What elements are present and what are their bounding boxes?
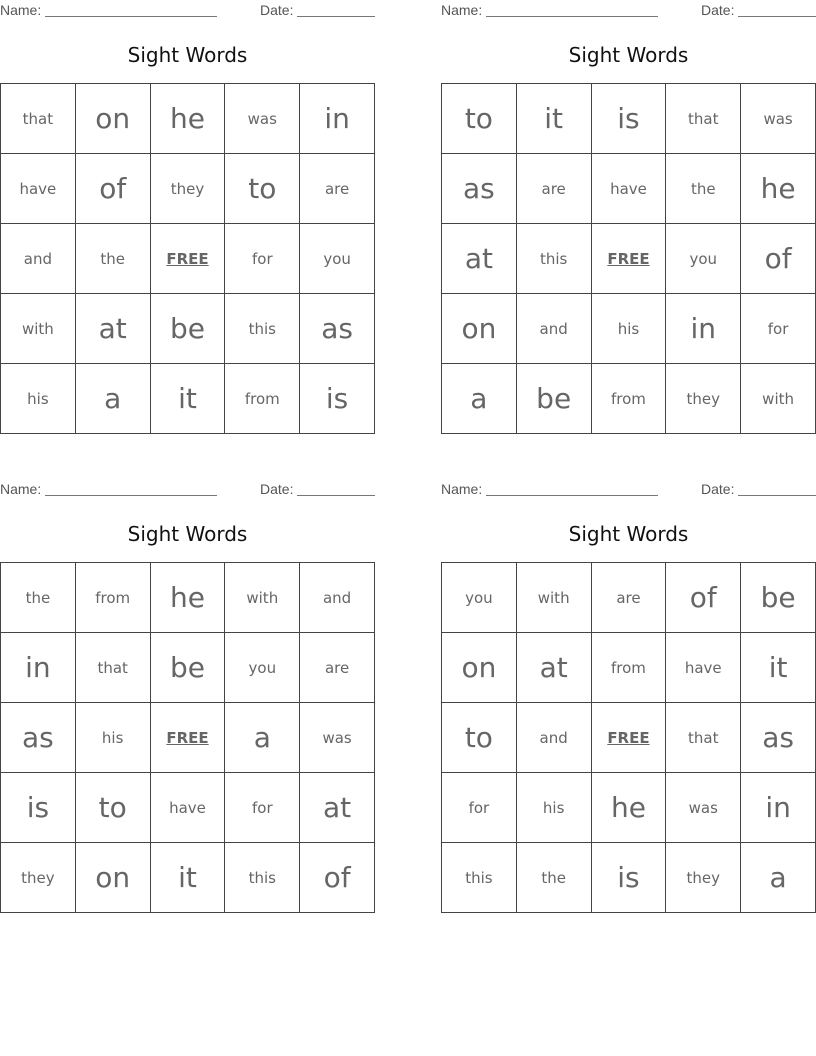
word-cell: to xyxy=(442,84,517,154)
word-cell: a xyxy=(225,703,300,773)
word-cell: at xyxy=(516,633,591,703)
word-cell: is xyxy=(1,773,76,843)
grid-row xyxy=(1,563,375,633)
word-cell: at xyxy=(300,773,375,843)
name-blank-line xyxy=(486,2,658,17)
word-cell: have xyxy=(1,154,76,224)
card-title: Sight Words xyxy=(127,43,248,67)
word-grid xyxy=(0,83,375,434)
word-cell: in xyxy=(300,84,375,154)
word-cell: they xyxy=(1,843,76,913)
bingo-card-3 xyxy=(0,479,375,914)
word-cell: for xyxy=(741,294,816,364)
card-title: Sight Words xyxy=(127,522,248,546)
word-cell: for xyxy=(225,773,300,843)
word-cell: they xyxy=(150,154,225,224)
word-cell: this xyxy=(516,224,591,294)
word-cell: he xyxy=(591,773,666,843)
word-cell: is xyxy=(591,84,666,154)
word-grid xyxy=(441,562,816,913)
word-cell: you xyxy=(225,633,300,703)
word-cell: was xyxy=(741,84,816,154)
grid-row xyxy=(442,154,816,224)
word-cell: was xyxy=(225,84,300,154)
free-space-cell: FREE xyxy=(591,703,666,773)
word-cell: a xyxy=(741,843,816,913)
word-cell: he xyxy=(150,563,225,633)
word-cell: have xyxy=(150,773,225,843)
date-blank-line xyxy=(297,481,375,496)
grid-row xyxy=(442,773,816,843)
word-cell: as xyxy=(1,703,76,773)
word-cell: are xyxy=(300,633,375,703)
name-label: Name: xyxy=(441,2,483,18)
grid-row xyxy=(442,563,816,633)
word-cell: on xyxy=(75,84,150,154)
word-cell: at xyxy=(442,224,517,294)
word-cell: this xyxy=(225,294,300,364)
grid-row xyxy=(1,843,375,913)
word-cell: you xyxy=(666,224,741,294)
word-grid xyxy=(0,562,375,913)
word-cell: be xyxy=(150,633,225,703)
word-cell: you xyxy=(300,224,375,294)
bingo-card-2 xyxy=(441,0,816,435)
grid-row xyxy=(442,843,816,913)
date-blank-line xyxy=(297,2,375,17)
word-cell: on xyxy=(75,843,150,913)
grid-row xyxy=(1,773,375,843)
grid-row xyxy=(1,633,375,703)
word-cell: with xyxy=(1,294,76,364)
word-cell: that xyxy=(666,84,741,154)
free-space-cell: FREE xyxy=(150,703,225,773)
grid-row xyxy=(1,154,375,224)
name-label: Name: xyxy=(441,481,483,497)
word-cell: this xyxy=(225,843,300,913)
word-cell: is xyxy=(300,364,375,434)
word-cell: on xyxy=(442,294,517,364)
grid-row xyxy=(442,633,816,703)
word-cell: he xyxy=(741,154,816,224)
word-cell: you xyxy=(442,563,517,633)
word-cell: as xyxy=(442,154,517,224)
word-cell: is xyxy=(591,843,666,913)
date-label: Date: xyxy=(260,481,294,497)
word-cell: to xyxy=(442,703,517,773)
name-label: Name: xyxy=(0,481,42,497)
word-cell: this xyxy=(442,843,517,913)
word-cell: the xyxy=(516,843,591,913)
grid-row xyxy=(1,364,375,434)
word-cell: with xyxy=(741,364,816,434)
word-cell: of xyxy=(300,843,375,913)
word-cell: be xyxy=(150,294,225,364)
word-cell: are xyxy=(516,154,591,224)
date-label: Date: xyxy=(701,481,735,497)
bingo-card-1 xyxy=(0,0,375,435)
word-cell: in xyxy=(666,294,741,364)
word-cell: that xyxy=(75,633,150,703)
word-cell: was xyxy=(300,703,375,773)
word-cell: as xyxy=(741,703,816,773)
word-cell: it xyxy=(150,843,225,913)
grid-row xyxy=(442,364,816,434)
word-cell: be xyxy=(741,563,816,633)
word-grid xyxy=(441,83,816,434)
word-cell: are xyxy=(300,154,375,224)
word-cell: and xyxy=(300,563,375,633)
word-cell: at xyxy=(75,294,150,364)
word-cell: have xyxy=(591,154,666,224)
date-blank-line xyxy=(738,481,816,496)
grid-row xyxy=(442,703,816,773)
word-cell: his xyxy=(75,703,150,773)
word-cell: be xyxy=(516,364,591,434)
word-cell: it xyxy=(150,364,225,434)
word-cell: and xyxy=(516,294,591,364)
word-cell: of xyxy=(741,224,816,294)
word-cell: for xyxy=(225,224,300,294)
word-cell: in xyxy=(741,773,816,843)
name-label: Name: xyxy=(0,2,42,18)
word-cell: he xyxy=(150,84,225,154)
word-cell: of xyxy=(75,154,150,224)
word-cell: the xyxy=(1,563,76,633)
word-cell: his xyxy=(516,773,591,843)
word-cell: it xyxy=(516,84,591,154)
word-cell: of xyxy=(666,563,741,633)
name-blank-line xyxy=(45,2,217,17)
free-space-cell: FREE xyxy=(591,224,666,294)
word-cell: they xyxy=(666,843,741,913)
word-cell: to xyxy=(225,154,300,224)
word-cell: from xyxy=(225,364,300,434)
word-cell: it xyxy=(741,633,816,703)
grid-row xyxy=(1,294,375,364)
word-cell: on xyxy=(442,633,517,703)
grid-row xyxy=(1,84,375,154)
word-cell: are xyxy=(591,563,666,633)
grid-row xyxy=(442,224,816,294)
word-cell: the xyxy=(666,154,741,224)
card-title: Sight Words xyxy=(568,43,689,67)
word-cell: his xyxy=(591,294,666,364)
word-cell: have xyxy=(666,633,741,703)
word-cell: and xyxy=(516,703,591,773)
word-cell: from xyxy=(75,563,150,633)
name-blank-line xyxy=(45,481,217,496)
card-title: Sight Words xyxy=(568,522,689,546)
word-cell: his xyxy=(1,364,76,434)
free-space-cell: FREE xyxy=(150,224,225,294)
word-cell: that xyxy=(666,703,741,773)
word-cell: with xyxy=(225,563,300,633)
grid-row xyxy=(442,84,816,154)
word-cell: a xyxy=(442,364,517,434)
word-cell: a xyxy=(75,364,150,434)
word-cell: in xyxy=(1,633,76,703)
word-cell: was xyxy=(666,773,741,843)
word-cell: that xyxy=(1,84,76,154)
word-cell: from xyxy=(591,364,666,434)
word-cell: to xyxy=(75,773,150,843)
bingo-card-4 xyxy=(441,479,816,914)
word-cell: and xyxy=(1,224,76,294)
word-cell: for xyxy=(442,773,517,843)
word-cell: they xyxy=(666,364,741,434)
word-cell: the xyxy=(75,224,150,294)
name-blank-line xyxy=(486,481,658,496)
word-cell: with xyxy=(516,563,591,633)
grid-row xyxy=(1,224,375,294)
grid-row xyxy=(1,703,375,773)
word-cell: as xyxy=(300,294,375,364)
word-cell: from xyxy=(591,633,666,703)
date-label: Date: xyxy=(701,2,735,18)
date-label: Date: xyxy=(260,2,294,18)
grid-row xyxy=(442,294,816,364)
date-blank-line xyxy=(738,2,816,17)
